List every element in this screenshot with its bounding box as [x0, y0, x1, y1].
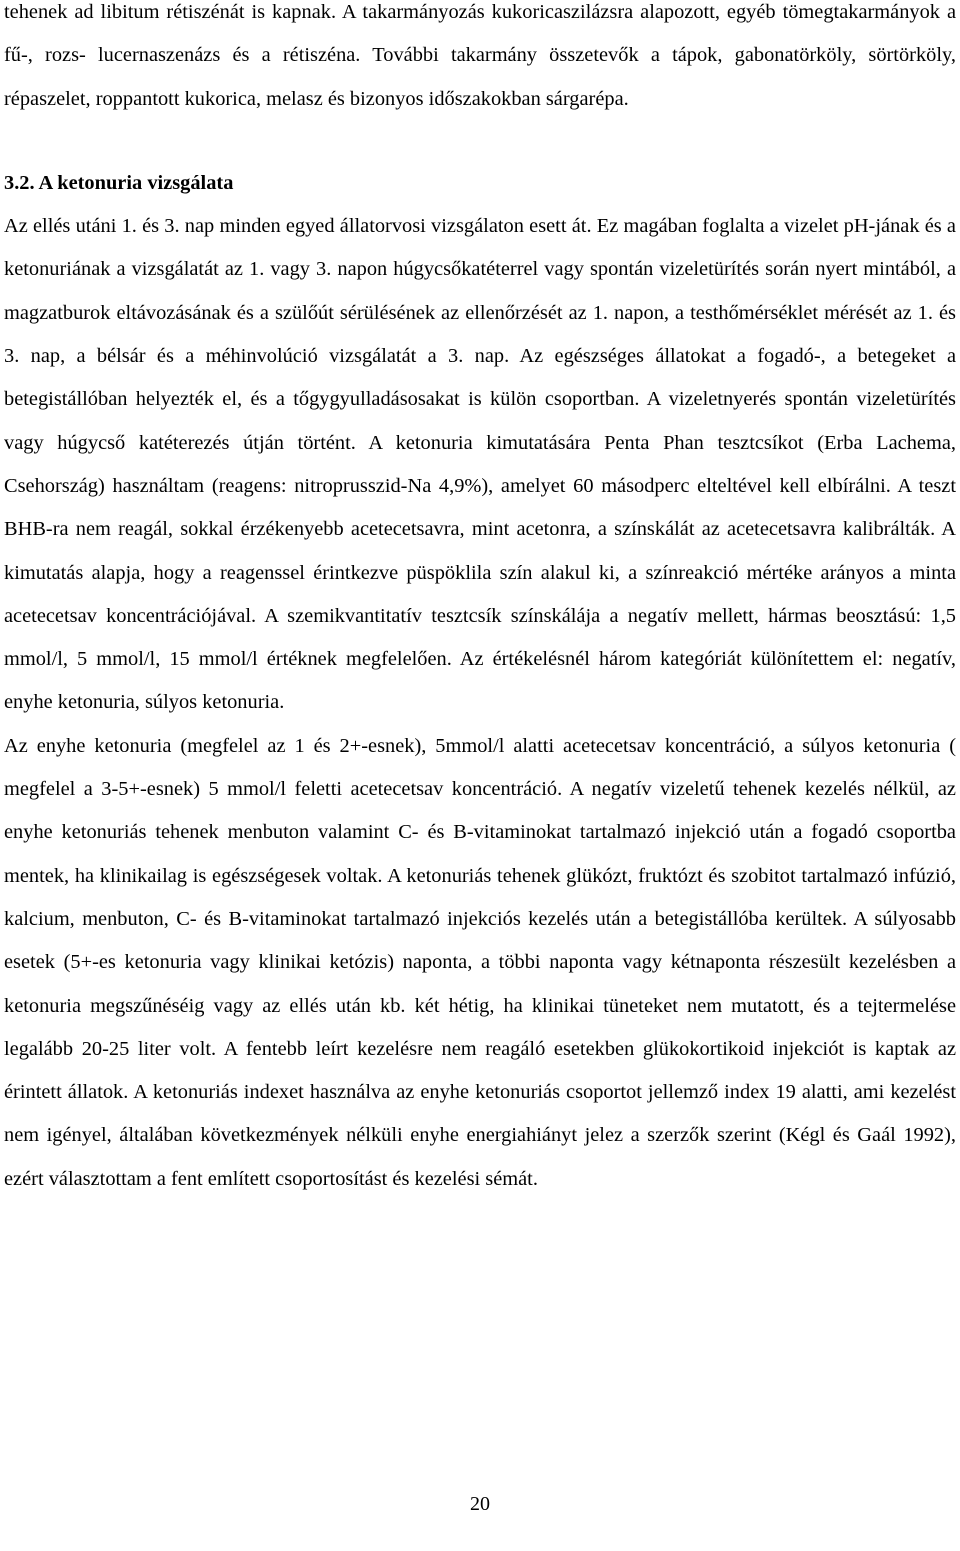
document-page: [4, 0, 956, 1201]
body-paragraph: Az enyhe ketonuria (megfelel az 1 és 2+-esnek), 5mmol/l alatti acetecetsav koncentráció, a súlyos ketonuria ( megfelel a 3-5+-esnek) 5 mmol/l feletti acetecetsav koncentráció. A negatív vizeletű tehenek kezelés nélkül, az enyhe ketonuriás tehenek menbuton valamint C- és B-vitaminokat tartalmazó injekció után a fogadó csoportba mentek, ha klinikailag is egészségesek voltak. A ketonuriás tehenek glükózt, fruktózt és szobitot tartalmazó infúzió, kalcium, menbuton, C- és B-vitaminokat tartalmazó injekciós kezelés után a betegistállóba kerültek. A súlyosabb esetek (5+-es ketonuria vagy klinikai ketózis) naponta, a többi naponta vagy kétnaponta részesült kezelésben a ketonuria megszűnéséig vagy az ellés után kb. két hétig, ha klinikai tüneteket nem mutatott, és a tejtermelése legalább 20-25 liter volt. A fentebb leírt kezelésre nem reagáló esetekben glükokortikoid injekciót is kaptak az érintett állatok. A ketonuriás indexet használva az enyhe ketonuriás csoportot jellemző index 19 alatti, ami kezelést nem igényel, általában következmények nélküli enyhe energiahiányt jelez a szerzők szerint (Kégl és Gaál 1992), ezért választottam a fent említett csoportosítást és kezelési sémát.: [4, 734, 956, 1190]
page-number: 20: [470, 1493, 490, 1515]
body-paragraph: Az ellés utáni 1. és 3. nap minden egyed állatorvosi vizsgálaton esett át. Ez magában foglalta a vizelet pH-jának és a ketonuriának a vizsgálatát az 1. vagy 3. napon húgycsőkatéterrel vagy spontán vizeletürítés során nyert mintából, a magzatburok eltávozásának és a szülőút sérülésének az ellenőrzését az 1. napon, a testhőmérséklet mérését az 1. és 3. nap, a bélsár és a méhinvolúció vizsgálatát a 3. nap. Az egészséges állatokat a fogadó-, a betegeket a betegistállóban helyezték el, és a tőgygyulladásosakat is külön csoportban. A vizeletnyerés spontán vizeletürítés vagy húgycső katéterezés útján történt. A ketonuria kimutatására Penta Phan tesztcsíkot (Erba Lachema, Csehország) használtam (reagens: nitroprusszid-Na 4,9%), amelyet 60 másodperc elteltével kell elbírálni. A teszt BHB-ra nem reagál, sokkal érzékenyebb acetecetsavra, mint acetonra, a színskálát az acetecetsavra kalibrálták. A kimutatás alapja, hogy a reagenssel érintkezve püspöklila szín alakul ki, a színreakció mértéke arányos a minta acetecetsav koncentrációjával. A szemikvantitatív tesztcsík színskálája a negatív mellett, hármas beosztású: 1,5 mmol/l, 5 mmol/l, 15 mmol/l értéknek megfelelően. Az értékelésnél három kategóriát különítettem el: negatív, enyhe ketonuria, súlyos ketonuria.: [4, 215, 956, 714]
section-heading: 3.2. A ketonuria vizsgálata: [4, 171, 234, 194]
intro-paragraph: tehenek ad libitum rétiszénát is kapnak. A takarmányozás kukoricaszilázsra alapozott, egyéb tömegtakarmányok a fű-, rozs- lucernaszenázs és a rétiszéna. További takarmány összetevők a tápok, gabonatörköly, sörtörköly, répaszelet, roppantott kukorica, melasz és bizonyos időszakokban sárgarépa.: [4, 1, 956, 110]
